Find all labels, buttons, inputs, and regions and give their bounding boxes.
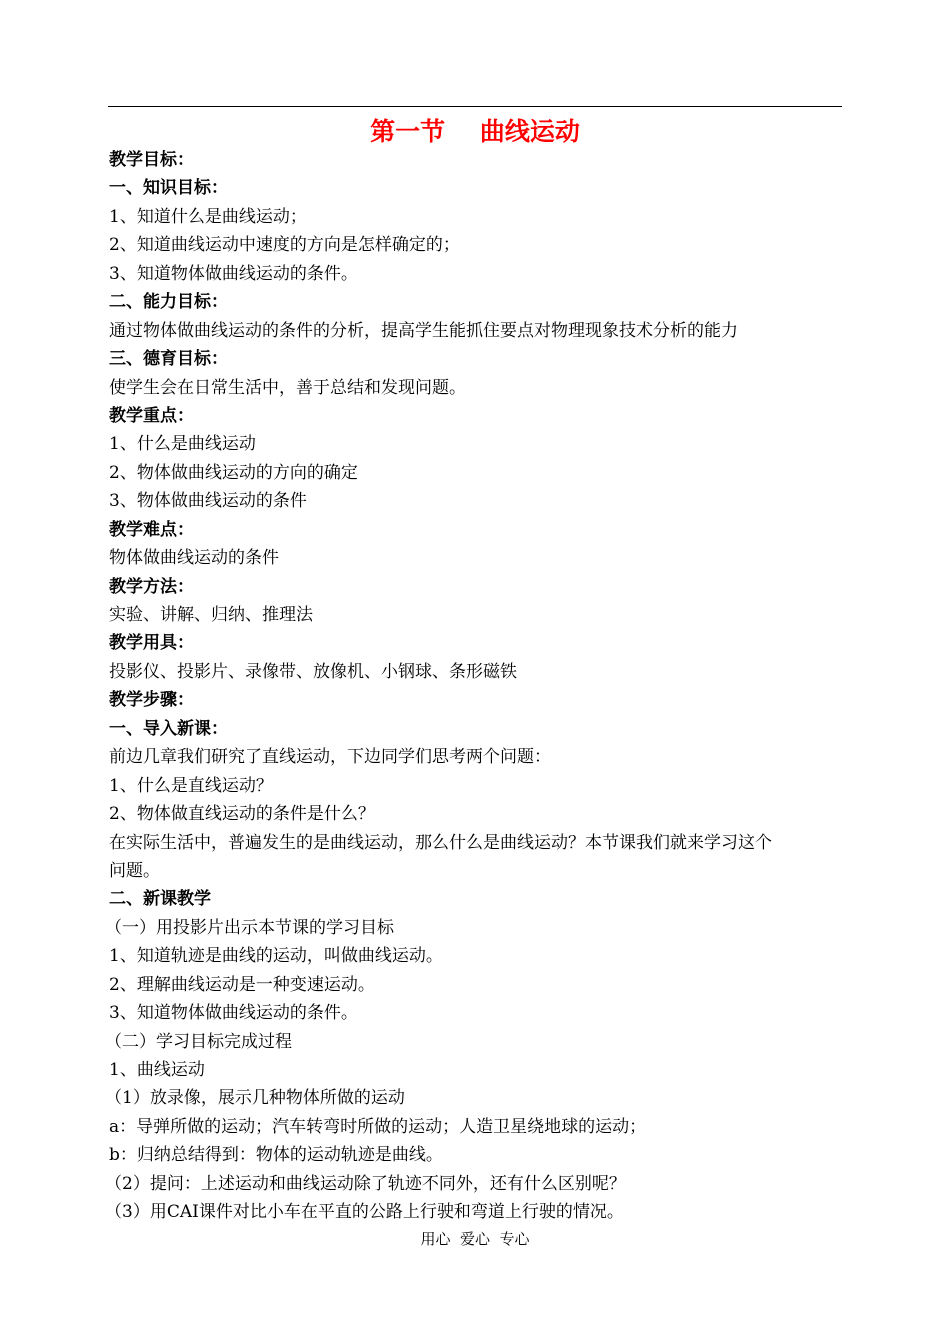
text-line: 1、什么是直线运动？ [109,775,273,796]
section-heading: 教学目标： [109,150,194,170]
text-line: 通过物体做曲线运动的条件的分析，提高学生能抓住要点对物理现象技术分析的能力 [109,320,738,341]
text-line: （3）用CAI课件对比小车在平直的公路上行驶和弯道上行驶的情况。 [105,1202,624,1223]
section-heading: 教学重点： [109,405,194,426]
text-line: （1）放录像，展示几种物体所做的运动 [105,1088,405,1109]
text-line: 2、知道曲线运动中速度的方向是怎样确定的； [109,235,460,256]
section-heading: 一、导入新课： [109,718,228,739]
text-line: （二）学习目标完成过程 [105,1031,292,1052]
document-body [105,146,845,1227]
text-line: 1、知道轨迹是曲线的运动，叫做曲线运动。 [109,946,443,967]
text-line: b：归纳总结得到：物体的运动轨迹是曲线。 [109,1145,443,1166]
text-line: （2）提问：上述运动和曲线运动除了轨迹不同外，还有什么区别呢？ [105,1173,626,1194]
section-heading: 二、新课教学 [109,889,211,910]
text-line: 3、物体做曲线运动的条件 [109,491,307,512]
section-heading: 一、知识目标： [109,178,228,199]
text-line: 使学生会在日常生活中，善于总结和发现问题。 [109,377,466,398]
text-line: a：导弹所做的运动；汽车转弯时所做的运动；人造卫星绕地球的运动； [109,1116,647,1137]
section-heading: 教学步骤： [109,690,194,711]
text-line: 问题。 [109,860,160,881]
text-line: 1、什么是曲线运动 [109,434,256,455]
text-line: 3、知道物体做曲线运动的条件。 [109,263,358,284]
text-line: 3、知道物体做曲线运动的条件。 [109,1003,358,1024]
text-line: 物体做曲线运动的条件 [109,548,279,569]
header-rule [108,106,842,107]
text-line: 实验、讲解、归纳、推理法 [109,605,313,625]
text-line: 2、物体做直线运动的条件是什么？ [109,804,375,825]
section-heading: 教学方法： [109,576,194,597]
text-line: 1、知道什么是曲线运动； [109,206,307,227]
text-line: 前边几章我们研究了直线运动，下边同学们思考两个问题： [109,747,551,768]
section-heading: 二、能力目标： [109,292,228,313]
text-line: 1、曲线运动 [109,1060,205,1080]
page-title: 第一节 曲线运动 [370,117,580,146]
page-footer: 用心 爱心 专心 [420,1230,530,1248]
text-line: 投影仪、投影片、录像带、放像机、小钢球、条形磁铁 [109,661,517,682]
text-line: （一）用投影片出示本节课的学习目标 [105,917,394,938]
section-heading: 教学用具： [109,633,194,654]
section-heading: 三、德育目标： [109,349,228,370]
text-line: 2、理解曲线运动是一种变速运动。 [109,974,375,995]
text-line: 在实际生活中，普遍发生的是曲线运动，那么什么是曲线运动？本节课我们就来学习这个 [109,832,772,853]
text-line: 2、物体做曲线运动的方向的确定 [109,462,358,483]
section-heading: 教学难点： [109,519,194,540]
